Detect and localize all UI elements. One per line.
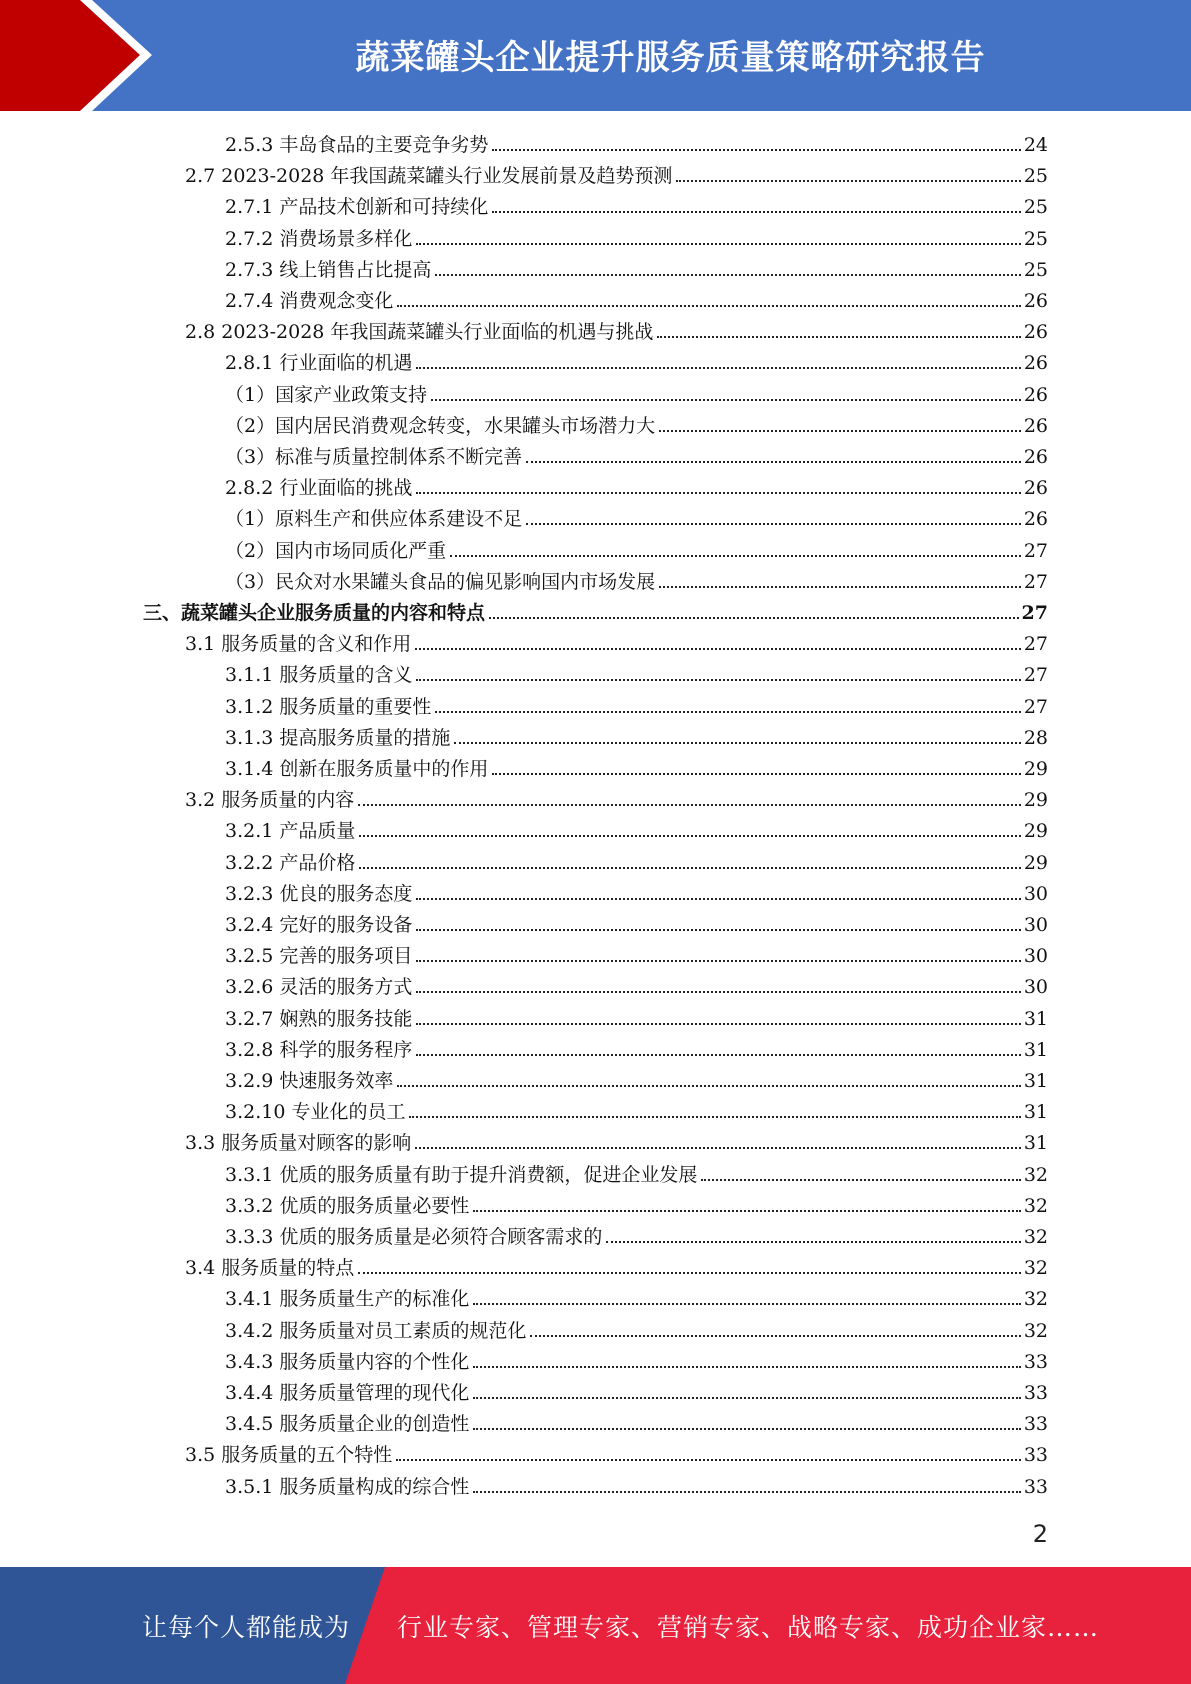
toc-entry-page: 32 <box>1023 1163 1048 1186</box>
toc-entry-label: （3）标准与质量控制体系不断完善 <box>225 446 523 468</box>
toc-leader-dots <box>701 1178 1020 1181</box>
toc-entry-page: 32 <box>1023 1288 1048 1311</box>
toc-leader-dots <box>409 1115 1020 1118</box>
toc-leader-dots <box>358 803 1021 806</box>
toc-entry-page: 30 <box>1023 882 1048 905</box>
toc-entry-page: 26 <box>1023 414 1048 437</box>
toc-leader-dots <box>473 1302 1020 1305</box>
toc-leader-dots <box>416 678 1020 681</box>
toc-leader-dots <box>416 1022 1020 1025</box>
toc-entry[interactable] <box>225 127 1048 157</box>
toc-entry-page: 26 <box>1023 321 1048 344</box>
toc-entry-page: 26 <box>1023 508 1048 531</box>
toc-entry-page: 26 <box>1023 290 1048 312</box>
report-title: 蔬菜罐头企业提升服务质量策略研究报告 <box>355 37 986 78</box>
toc-entry-label: 3.2 服务质量的内容 <box>185 789 355 812</box>
toc-entry-label: 3.2.1 产品质量 <box>225 820 356 843</box>
toc-entry-label: 3.1.1 服务质量的含义 <box>225 664 413 687</box>
toc-entry[interactable] <box>185 1250 1048 1280</box>
toc-entry-page: 27 <box>1023 539 1048 562</box>
header-arrow-icon <box>0 0 160 111</box>
toc-entry-page: 29 <box>1023 789 1048 812</box>
toc-entry-label: （3）民众对水果罐头食品的偏见影响国内市场发展 <box>225 570 656 593</box>
toc-entry-page: 24 <box>1023 134 1048 156</box>
toc-entry-page: 29 <box>1023 758 1048 780</box>
toc-entry[interactable] <box>225 969 1048 999</box>
toc-entry[interactable] <box>143 595 1048 625</box>
toc-entry-page: 31 <box>1023 1007 1048 1030</box>
toc-leader-dots <box>397 1084 1020 1087</box>
toc-entry[interactable] <box>225 1188 1048 1218</box>
toc-entry-label: 3.2.5 完善的服务项目 <box>225 945 413 968</box>
toc-entry[interactable] <box>225 1032 1048 1062</box>
toc-entry-page: 29 <box>1023 820 1048 843</box>
toc-entry-page: 25 <box>1023 227 1048 250</box>
toc-leader-dots <box>473 1490 1020 1493</box>
toc-entry[interactable] <box>225 938 1048 968</box>
toc-entry[interactable] <box>225 1063 1048 1093</box>
toc-entry-page: 31 <box>1023 1101 1048 1124</box>
toc-entry-label: 3.2.8 科学的服务程序 <box>225 1038 413 1061</box>
toc-entry-label: （1）原料生产和供应体系建设不足 <box>225 508 523 531</box>
toc-entry[interactable] <box>225 408 1048 438</box>
toc-leader-dots <box>473 1365 1020 1368</box>
toc-leader-dots <box>492 210 1020 213</box>
toc-leader-dots <box>431 398 1021 401</box>
toc-leader-dots <box>396 1458 1021 1461</box>
toc-entry-label: 3.4.5 服务质量企业的创造性 <box>225 1413 470 1436</box>
toc-entry-label: 3.3.1 优质的服务质量有助于提升消费额，促进企业发展 <box>225 1163 698 1186</box>
toc-leader-dots <box>473 1396 1020 1399</box>
toc-entry[interactable] <box>225 1281 1048 1311</box>
toc-leader-dots <box>473 1209 1020 1212</box>
toc-entry[interactable] <box>225 189 1048 219</box>
toc-entry-label: （2）国内市场同质化严重 <box>225 539 447 562</box>
toc-entry-page: 30 <box>1023 914 1048 936</box>
toc-entry[interactable] <box>225 1313 1048 1343</box>
toc-entry-label: 3.1 服务质量的含义和作用 <box>185 633 412 656</box>
toc-entry[interactable] <box>225 845 1048 875</box>
toc-leader-dots <box>492 772 1020 775</box>
footer-slogan-right: 行业专家、管理专家、营销专家、战略专家、成功企业家…… <box>397 1612 1100 1642</box>
toc-entry-page: 32 <box>1023 1226 1048 1248</box>
toc-entry[interactable] <box>225 1219 1048 1249</box>
toc-leader-dots <box>415 1146 1021 1149</box>
toc-entry[interactable] <box>185 1437 1048 1467</box>
toc-entry-page: 27 <box>1023 633 1048 656</box>
toc-leader-dots <box>416 897 1020 900</box>
toc-entry[interactable] <box>225 907 1048 937</box>
toc-entry[interactable] <box>225 501 1048 531</box>
toc-entry-label: 3.1.4 创新在服务质量中的作用 <box>225 758 489 780</box>
toc-entry[interactable] <box>225 1094 1048 1124</box>
toc-entry-label: 2.5.3 丰岛食品的主要竞争劣势 <box>225 134 489 156</box>
toc-entry[interactable] <box>225 377 1048 407</box>
toc-entry[interactable] <box>225 1469 1048 1499</box>
toc-entry-page: 27 <box>1023 664 1048 687</box>
toc-entry-label: 3.3.3 优质的服务质量是必须符合顾客需求的 <box>225 1226 603 1248</box>
toc-entry[interactable] <box>225 1406 1048 1436</box>
toc-entry-page: 33 <box>1023 1475 1048 1498</box>
toc-entry[interactable] <box>225 657 1048 687</box>
toc-entry-label: 3.2.10 专业化的员工 <box>225 1101 406 1124</box>
toc-leader-dots <box>473 1427 1020 1430</box>
toc-entry-label: 3.4.2 服务质量对员工素质的规范化 <box>225 1319 527 1342</box>
toc-entry-page: 28 <box>1023 726 1048 749</box>
toc-leader-dots <box>659 429 1021 432</box>
toc-entry-page: 29 <box>1023 851 1048 874</box>
toc-leader-dots <box>489 616 1019 619</box>
toc-leader-dots <box>454 741 1020 744</box>
toc-leader-dots <box>358 1271 1021 1274</box>
toc-entry[interactable] <box>225 876 1048 906</box>
toc-leader-dots <box>416 366 1020 369</box>
toc-entry[interactable] <box>185 782 1048 812</box>
toc-entry-page: 27 <box>1023 570 1048 593</box>
toc-entry-label: 2.7.3 线上销售占比提高 <box>225 258 432 281</box>
page-header <box>0 0 1191 111</box>
toc-entry-label: 3.5.1 服务质量构成的综合性 <box>225 1475 470 1498</box>
toc-entry[interactable] <box>225 533 1048 563</box>
toc-entry-label: 3.4.3 服务质量内容的个性化 <box>225 1350 470 1373</box>
toc-leader-dots <box>659 585 1021 588</box>
toc-leader-dots <box>526 460 1021 463</box>
toc-entry[interactable] <box>185 158 1048 188</box>
toc-leader-dots <box>676 179 1020 182</box>
toc-entry-label: 3.3.2 优质的服务质量必要性 <box>225 1194 470 1217</box>
toc-entry-label: 3.4.4 服务质量管理的现代化 <box>225 1382 470 1404</box>
toc-entry-label: 3.2.3 优良的服务态度 <box>225 882 413 905</box>
toc-leader-dots <box>657 335 1020 338</box>
toc-leader-dots <box>530 1334 1020 1337</box>
toc-leader-dots <box>416 242 1020 245</box>
toc-entry[interactable] <box>225 439 1048 469</box>
toc-entry[interactable] <box>225 1344 1048 1374</box>
toc-entry-label: 2.7 2023-2028 年我国蔬菜罐头行业发展前景及趋势预测 <box>185 165 673 188</box>
toc-entry-page: 32 <box>1023 1194 1048 1217</box>
toc-entry-page: 26 <box>1023 446 1048 468</box>
toc-entry-label: 3.2.7 娴熟的服务技能 <box>225 1007 413 1030</box>
toc-entry[interactable] <box>225 283 1048 313</box>
footer-slogan-left: 让每个人都能成为 <box>142 1612 351 1642</box>
toc-entry-page: 30 <box>1023 976 1048 999</box>
toc-entry[interactable] <box>225 751 1048 781</box>
toc-leader-dots <box>397 304 1020 307</box>
toc-entry-label: 3.4.1 服务质量生产的标准化 <box>225 1288 470 1311</box>
toc-entry-label: 2.7.1 产品技术创新和可持续化 <box>225 196 489 219</box>
toc-leader-dots <box>416 959 1020 962</box>
toc-entry-page: 26 <box>1023 383 1048 406</box>
toc-entry-page: 25 <box>1023 196 1048 219</box>
toc-entry-page: 33 <box>1023 1350 1048 1373</box>
toc-entry-page: 26 <box>1023 352 1048 375</box>
toc-entry-label: 2.8 2023-2028 年我国蔬菜罐头行业面临的机遇与挑战 <box>185 321 654 344</box>
toc-entry[interactable] <box>225 1157 1048 1187</box>
toc-entry-label: 3.5 服务质量的五个特性 <box>185 1444 393 1467</box>
toc-leader-dots <box>415 647 1021 650</box>
toc-entry[interactable] <box>225 689 1048 719</box>
toc-entry[interactable] <box>225 252 1048 282</box>
toc-entry-label: （1）国家产业政策支持 <box>225 383 428 406</box>
toc-entry-label: 3.1.2 服务质量的重要性 <box>225 695 432 718</box>
toc-entry-label: 三、蔬菜罐头企业服务质量的内容和特点 <box>143 602 486 624</box>
page-number: 2 <box>1032 1520 1048 1548</box>
toc-entry-page: 33 <box>1023 1444 1048 1467</box>
toc-entry-label: 2.8.1 行业面临的机遇 <box>225 352 413 375</box>
toc-entry[interactable] <box>225 720 1048 750</box>
toc-entry-label: 3.3 服务质量对顾客的影响 <box>185 1132 412 1155</box>
toc-entry-label: 2.8.2 行业面临的挑战 <box>225 477 413 500</box>
toc-entry-label: 3.2.4 完好的服务设备 <box>225 914 413 936</box>
toc-entry-page: 33 <box>1023 1413 1048 1436</box>
toc-entry-page: 31 <box>1023 1070 1048 1092</box>
toc-leader-dots <box>416 491 1020 494</box>
toc-entry-page: 32 <box>1023 1319 1048 1342</box>
toc-leader-dots <box>526 522 1021 525</box>
toc-entry-label: 2.7.4 消费观念变化 <box>225 290 394 312</box>
toc-entry-page: 27 <box>1023 695 1048 718</box>
toc-entry-page: 30 <box>1023 945 1048 968</box>
toc-leader-dots <box>359 866 1020 869</box>
toc-entry[interactable] <box>225 345 1048 375</box>
toc-leader-dots <box>435 710 1020 713</box>
toc-entry-label: 3.4 服务质量的特点 <box>185 1257 355 1280</box>
toc-entry-label: （2）国内居民消费观念转变，水果罐头市场潜力大 <box>225 414 656 437</box>
toc-entry-page: 33 <box>1023 1382 1048 1404</box>
toc-leader-dots <box>492 148 1020 151</box>
toc-entry-page: 25 <box>1023 258 1048 281</box>
toc-entry[interactable] <box>185 314 1048 344</box>
toc-entry-page: 25 <box>1023 165 1048 188</box>
toc-leader-dots <box>606 1240 1020 1243</box>
toc-entry-page: 27 <box>1021 602 1048 624</box>
toc-leader-dots <box>435 273 1020 276</box>
page-footer <box>0 1567 1191 1684</box>
toc-entry-label: 2.7.2 消费场景多样化 <box>225 227 413 250</box>
toc-entry[interactable] <box>225 470 1048 500</box>
toc-leader-dots <box>416 928 1020 931</box>
toc-entry[interactable] <box>225 813 1048 843</box>
toc-entry[interactable] <box>225 221 1048 251</box>
toc-entry-page: 31 <box>1023 1132 1048 1155</box>
toc-entry-label: 3.2.9 快速服务效率 <box>225 1070 394 1092</box>
toc-entry[interactable] <box>225 1375 1048 1405</box>
toc-entry[interactable] <box>225 1001 1048 1031</box>
toc-entry[interactable] <box>185 1125 1048 1155</box>
toc-entry-label: 3.2.6 灵活的服务方式 <box>225 976 413 999</box>
toc-entry-page: 26 <box>1023 477 1048 500</box>
toc-entry[interactable] <box>225 564 1048 594</box>
toc-leader-dots <box>450 554 1021 557</box>
toc-entry-page: 31 <box>1023 1038 1048 1061</box>
toc-entry-page: 32 <box>1023 1257 1048 1280</box>
toc-entry-label: 3.2.2 产品价格 <box>225 851 356 874</box>
toc-entry-label: 3.1.3 提高服务质量的措施 <box>225 726 451 749</box>
toc-leader-dots <box>416 990 1020 993</box>
toc-entry[interactable] <box>185 626 1048 656</box>
toc-leader-dots <box>416 1053 1020 1056</box>
toc-leader-dots <box>359 834 1020 837</box>
